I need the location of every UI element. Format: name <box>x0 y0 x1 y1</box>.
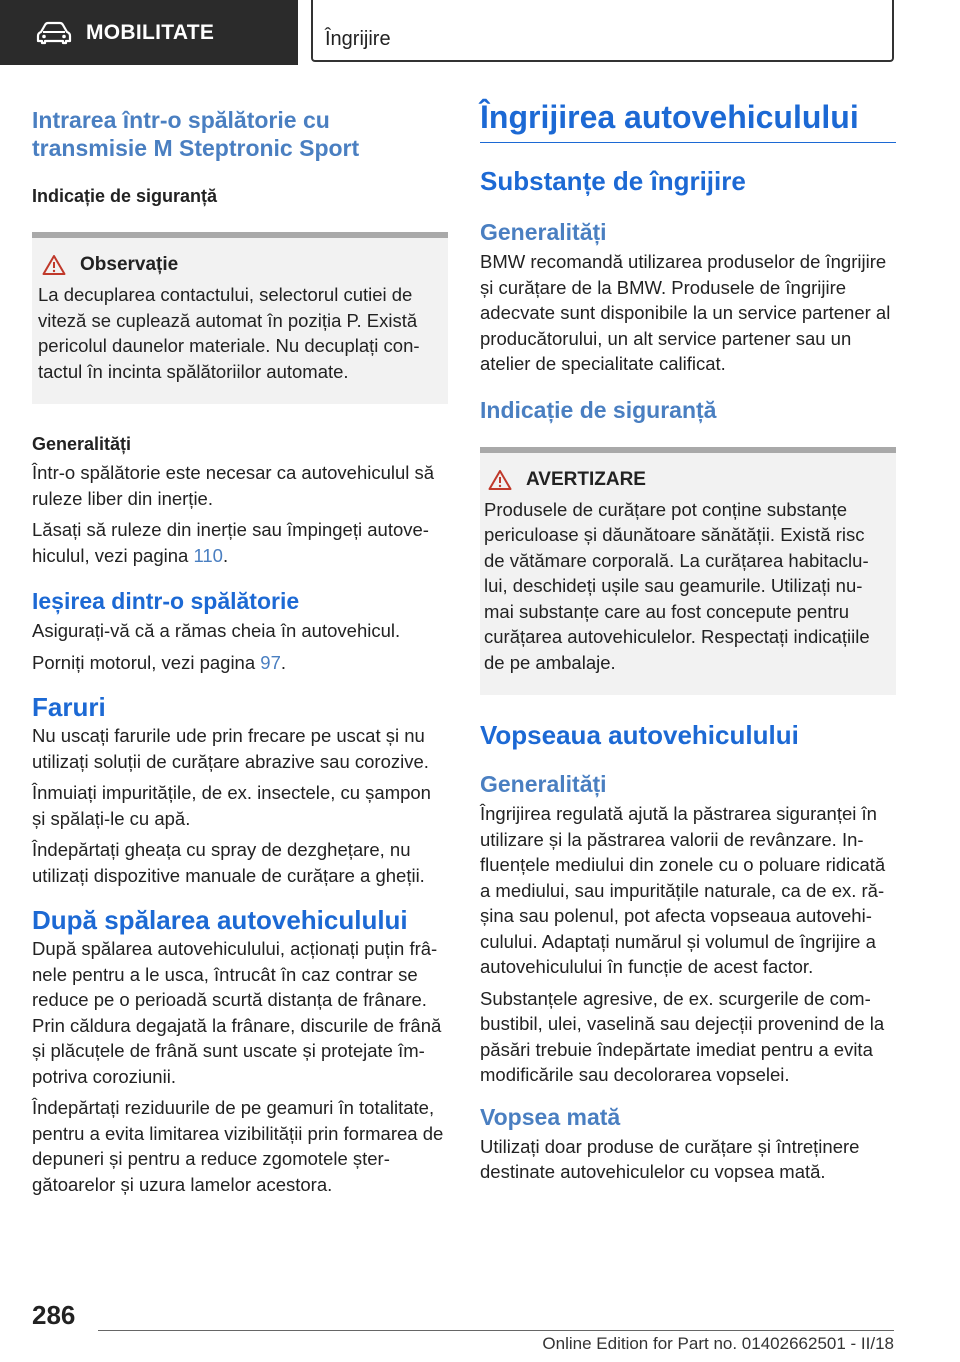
matte-paint-heading: Vopsea mată <box>480 1103 621 1130</box>
safety-heading: Indicație de siguranță <box>32 186 218 206</box>
note-text: La decuplarea contactului, selectorul cutiei de viteză se cuplează automat în poziția P. Există pericolul daunelor materiale. Nu decuplați con-tactul în incinta spălătoriilor automate. <box>38 284 420 382</box>
care-safety-heading: Indicație de siguranță <box>480 396 717 423</box>
warning-label: AVERTIZARE <box>526 468 646 490</box>
chapter-tab <box>311 0 894 62</box>
general-paragraph-1: Într-o spălătorie este necesar ca autovehiculul să ruleze liber din inerție. <box>32 462 435 509</box>
after-wash-paragraph-1: După spălarea autovehiculului, acționați puțin frâ-nele pentru a le usca, întrucât în caz contrar se reduce pe o perioadă scurtă distanța de frânare. Prin căldura degajată la frânare, discurile de frână și plăcuțele de frână sunt uscate și protejate îm-potriva coroziunii. <box>32 938 442 1087</box>
right-column <box>480 98 896 1185</box>
exit-paragraph-1: Asigurați-vă că a rămas cheia în autovehicul. <box>32 620 401 641</box>
matte-paint-paragraph: Utilizați doar produse de curățare și întreținere destinate autovehiculelor cu vopsea mată. <box>480 1135 860 1182</box>
exit-paragraph-2: Porniți motorul, vezi pagina 97. <box>32 651 286 673</box>
note-header <box>38 254 440 276</box>
warning-text: Produsele de curățare pot conține substanțe periculoase și dăunătoare sănătății. Există risc de vătămare corporală. La curățarea habitaclu-lui, deschideți ușile sau geamurile. Utilizați nu-mai substanțe care au fost concepute pentru curățarea autovehiculelor. Respectați indicațiile de pe ambalaje. <box>484 498 870 673</box>
edition-text: Online Edition for Part no. 01402662501 - II/18 <box>542 1334 894 1353</box>
after-wash-heading: După spălarea autovehiculului <box>32 905 408 935</box>
footer-divider <box>98 1330 894 1331</box>
section-label: MOBILITATE <box>86 20 215 44</box>
lights-paragraph-1: Nu uscați farurile ude prin frecare pe uscat și nu utilizați soluții de curățare abrazive sau corozive. <box>32 725 429 772</box>
chapter-label: Îngrijire <box>325 28 391 50</box>
warning-triangle-icon <box>488 469 512 491</box>
exit-heading: Ieșirea dintr-o spălătorie <box>32 588 300 614</box>
lights-paragraph-2: Înmuiați impuritățile, de ex. insectele, cu șampon și spălați-le cu apă. <box>32 782 431 829</box>
care-products-heading: Substanțe de îngrijire <box>480 166 746 196</box>
lights-paragraph-3: Îndepărtați gheața cu spray de dezghețare, nu utilizați dispozitive manuale de curățare a gheții. <box>32 839 425 886</box>
car-wash-heading: Intrarea într-o spălătorie cu transmisie M Steptronic Sport <box>32 107 360 161</box>
paint-paragraph-1: Îngrijirea regulată ajută la păstrarea siguranței în utilizare și la păstrarea valorii de revânzare. In-fluențele mediului din zonele cu o poluare ridicată a mediului, sau impuritățile naturale, ca de ex. ră-șina sau polenul, pot afecta vopseaua autovehi-culului. Adaptați numărul și volumul de îngrijire a autovehiculului în funcție de acest factor. <box>480 803 886 977</box>
after-wash-paragraph-2: Îndepărtați reziduurile de pe geamuri în totalitate, pentru a evita limitarea vizibilității prin formarea de depuneri și pentru a reduce zgomotele șter-gătoarelor și uzura lamelor acestora. <box>32 1097 444 1195</box>
lights-heading: Faruri <box>32 692 106 722</box>
page-link-97[interactable]: 97 <box>260 651 281 673</box>
vehicle-care-heading: Îngrijirea autovehiculului <box>480 98 896 143</box>
warning-header <box>484 469 890 491</box>
paint-paragraph-2: Substanțele agresive, de ex. scurgerile de com-bustibil, ulei, vaselină sau dejecții provenind de la păsări trebuie îndepărtate imediat pentru a evita modificările sau decolorarea vopselei. <box>480 987 885 1085</box>
observation-note <box>32 232 448 404</box>
page-link-110[interactable]: 110 <box>193 544 223 566</box>
general-heading: Generalități <box>32 434 132 454</box>
warning-triangle-icon <box>42 254 66 276</box>
page-number: 286 <box>32 1300 76 1330</box>
care-general-heading: Generalități <box>480 219 607 245</box>
warning-note <box>480 447 896 696</box>
general-paragraph-2: Lăsați să ruleze din inerție sau împingeți autove-hiculul, vezi pagina 110. <box>32 519 429 566</box>
car-icon <box>36 21 72 45</box>
paint-heading: Vopseaua autovehiculului <box>480 720 799 750</box>
care-paragraph-1: BMW recomandă utilizarea produselor de îngrijire și curățare de la BMW. Produsele de îngrijire adecvate sunt disponibile la un service partener al producătorului, un alt service partener sau un atelier de specialitate calificat. <box>480 251 891 374</box>
section-tab <box>0 0 298 65</box>
left-column <box>32 98 448 1197</box>
note-label: Observație <box>80 254 179 275</box>
paint-general-heading: Generalități <box>480 771 607 797</box>
